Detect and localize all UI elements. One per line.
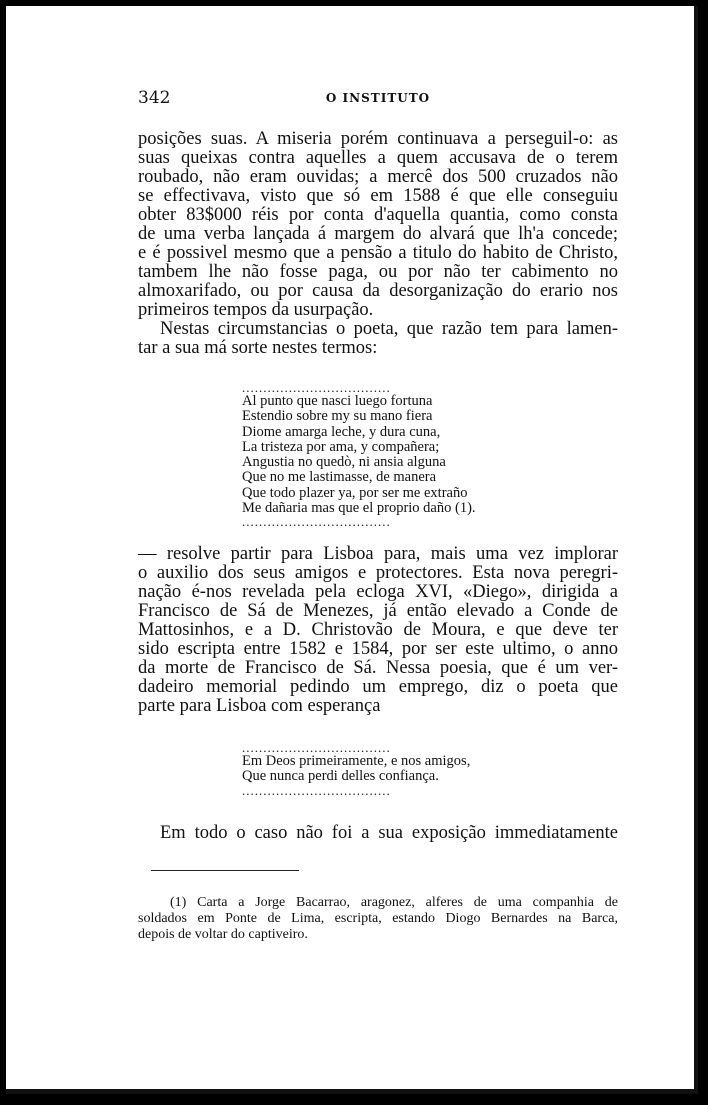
- verse-line: Diome amarga leche, y dura cuna,: [242, 423, 441, 440]
- text-line: almoxarifado, ou por causa da desorganização do erario nos: [138, 281, 618, 301]
- footnote-line: depois de voltar do captiveiro.: [138, 927, 308, 942]
- footnote-line: (1) Carta a Jorge Bacarrao, aragonez, alferes de uma companhia de: [170, 895, 618, 910]
- page-number: 342: [138, 88, 171, 108]
- text-line: roubado, não eram ouvidas; a mercê dos 500 cruzados não: [138, 167, 618, 187]
- ellipsis-rule-bottom: ...................................: [242, 782, 391, 798]
- verse-line: Que no me lastimasse, de manera: [242, 469, 437, 486]
- text-line: sido escripta entre 1582 e 1584, por ser este ultimo, o anno: [138, 639, 618, 659]
- verse-line: Que nunca perdi delles confiança.: [242, 768, 439, 785]
- page-header: [138, 88, 618, 112]
- text-line: obter 83$000 réis por conta d'aquella quantia, como consta: [138, 205, 618, 225]
- verse-line: Estendio sobre my su mano fiera: [242, 408, 433, 425]
- text-line: se effectivava, visto que só em 1588 é que elle conseguiu: [138, 186, 618, 206]
- book-page: [6, 6, 698, 1094]
- text-line: Mattosinhos, e a D. Christovão de Moura, e que deve ter: [138, 620, 618, 640]
- running-title: O INSTITUTO: [325, 91, 431, 105]
- text-line: de uma verba lançada á margem do alvará que lh'a concede;: [138, 224, 618, 244]
- footnote: [138, 895, 618, 943]
- verse-line: Em Deos primeiramente, e nos amigos,: [242, 753, 471, 769]
- text-line: posições suas. A miseria porém continuava a perseguil-o: as: [138, 129, 618, 149]
- verse-line: Me dañaria mas que el proprio daño (1).: [242, 500, 476, 517]
- verse-quote-1: [242, 382, 522, 528]
- paragraph-3: [138, 545, 618, 716]
- ellipsis-rule-bottom: ...................................: [242, 514, 391, 530]
- paragraph-1: [138, 130, 618, 320]
- paragraph-2: [138, 320, 618, 358]
- text-line: parte para Lisboa com esperança: [138, 696, 381, 716]
- verse-line: La tristeza por ama, y compañera;: [242, 438, 440, 455]
- ellipsis-rule-top: ...................................: [242, 380, 391, 395]
- paragraph-4: [138, 824, 618, 843]
- text-line: e é possivel mesmo que a pensão a titulo do habito de Christo,: [138, 243, 618, 263]
- text-line: Francisco de Sá de Menezes, já então elevado a Conde de: [138, 601, 618, 621]
- verse-line: Que todo plazer ya, por ser me extraño: [242, 484, 468, 501]
- text-line: o auxilio dos seus amigos e protectores. Esta nova peregri-: [138, 563, 618, 583]
- text-line: Nestas circumstancias o poeta, que razão tem para lamen-: [160, 319, 618, 339]
- text-line: dadeiro memorial pedindo um emprego, diz o poeta que: [138, 677, 618, 697]
- verse-quote-2: [242, 742, 522, 797]
- footnote-separator: [151, 870, 299, 871]
- text-line: Em todo o caso não foi a sua exposição immediatamente: [160, 823, 618, 843]
- text-line: nação é-nos revelada pela ecloga XVI, «Diego», dirigida a: [138, 582, 618, 602]
- text-line: suas queixas contra aquelles a quem accusava de o terem: [138, 148, 618, 168]
- text-line: tar a sua má sorte nestes termos:: [138, 338, 378, 358]
- text-line: tambem lhe não fosse paga, ou por não ter cabimento no: [138, 262, 618, 282]
- text-line: da morte de Francisco de Sá. Nessa poesia, que é um ver-: [138, 658, 618, 678]
- verse-line: Al punto que nasci luego fortuna: [242, 393, 433, 409]
- verse-line: Angustia no quedò, ni ansia alguna: [242, 454, 446, 471]
- text-line: primeiros tempos da usurpação.: [138, 300, 374, 320]
- text-line: — resolve partir para Lisboa para, mais uma vez implorar: [138, 544, 618, 564]
- ellipsis-rule-top: ...................................: [242, 740, 391, 755]
- footnote-line: soldados em Ponte de Lima, escripta, estando Diogo Bernardes na Barca,: [138, 911, 618, 926]
